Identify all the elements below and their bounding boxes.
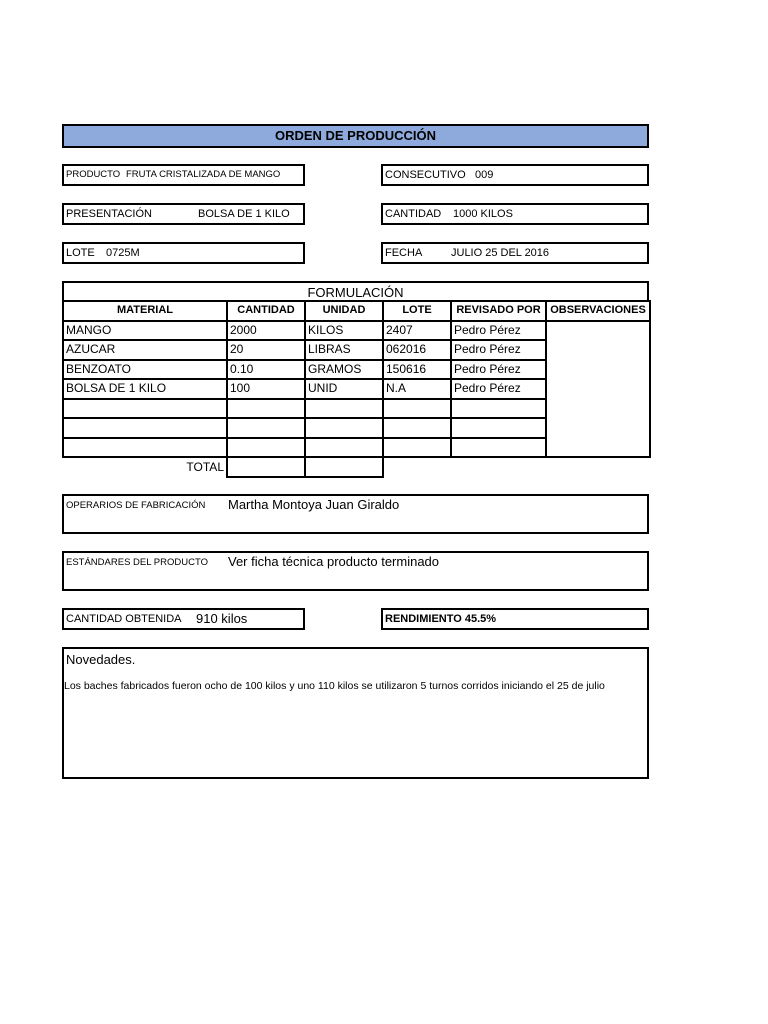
cantidad-obtenida-value: 910 kilos [196,611,248,626]
cell-material: BENZOATO [63,360,227,380]
operarios-label: OPERARIOS DE FABRICACIÓN [66,500,206,511]
novedades-label: Novedades. [66,652,136,667]
cell-revisado-por: Pedro Pérez [451,360,546,380]
cell-cantidad [227,438,305,458]
cell-cantidad: 0.10 [227,360,305,380]
cell-unidad [305,438,383,458]
fecha-field [381,242,649,264]
fecha-label: FECHA [385,247,423,259]
table-row [63,321,650,341]
formulacion-title: FORMULACIÓN [62,281,649,301]
header-unidad: UNIDAD [305,301,383,321]
lote-label: LOTE [66,247,95,259]
cell-unidad [305,399,383,419]
cell-revisado-por: Pedro Pérez [451,379,546,399]
cell-cantidad: 100 [227,379,305,399]
consecutivo-field [381,164,649,186]
header-observaciones: OBSERVACIONES [546,301,650,321]
presentacion-label: PRESENTACIÓN [66,208,152,220]
total-row [63,457,650,477]
total-label: TOTAL [186,459,224,474]
cantidad-obtenida-field [62,608,305,630]
cantidad-label: CANTIDAD [385,208,442,220]
header-material: MATERIAL [63,301,227,321]
presentacion-value: BOLSA DE 1 KILO [198,208,290,220]
cantidad-obtenida-label: CANTIDAD OBTENIDA [66,613,182,625]
consecutivo-label: CONSECUTIVO [385,169,466,181]
lote-value: 0725M [106,247,140,259]
cell-material [63,418,227,438]
total-unidad [305,457,383,477]
rendimiento-field [381,608,649,630]
cell-revisado-por: Pedro Pérez [451,340,546,360]
producto-field [62,164,305,186]
estandares-value: Ver ficha técnica producto terminado [228,554,440,569]
cell-material: MANGO [63,321,227,341]
operarios-field [62,494,649,534]
cell-lote: N.A [383,379,451,399]
cell-revisado-por: Pedro Pérez [451,321,546,341]
cell-material: BOLSA DE 1 KILO [63,379,227,399]
cell-material [63,438,227,458]
header-lote: LOTE [383,301,451,321]
producto-label: PRODUCTO [66,169,121,180]
presentacion-field [62,203,305,225]
novedades-text: Los baches fabricados fueron ocho de 100 kilos y uno 110 kilos se utilizaron 5 turnos corridos iniciando el 25 de julio [64,680,605,692]
cell-unidad [305,418,383,438]
estandares-field [62,551,649,591]
novedades-box [62,647,649,779]
rendimiento-label: RENDIMIENTO 45.5% [385,613,497,625]
cantidad-field [381,203,649,225]
cell-lote [383,418,451,438]
estandares-label: ESTÁNDARES DEL PRODUCTO [66,557,208,568]
cell-material: AZUCAR [63,340,227,360]
observaciones-cell [546,321,650,458]
cell-lote: 2407 [383,321,451,341]
cell-unidad: LIBRAS [305,340,383,360]
cell-unidad: KILOS [305,321,383,341]
producto-value: FRUTA CRISTALIZADA DE MANGO [126,169,281,180]
cell-unidad: UNID [305,379,383,399]
cell-revisado-por [451,399,546,419]
cantidad-value: 1000 KILOS [453,208,513,220]
cell-unidad: GRAMOS [305,360,383,380]
cell-material [63,399,227,419]
cell-cantidad [227,399,305,419]
cell-revisado-por [451,438,546,458]
cell-lote [383,438,451,458]
header-revisado-por: REVISADO POR [451,301,546,321]
cell-revisado-por [451,418,546,438]
table-header-row [63,301,650,321]
total-cantidad [227,457,305,477]
cell-lote [383,399,451,419]
cell-cantidad: 2000 [227,321,305,341]
cell-lote: 062016 [383,340,451,360]
cell-lote: 150616 [383,360,451,380]
header-cantidad: CANTIDAD [227,301,305,321]
cell-cantidad: 20 [227,340,305,360]
cell-cantidad [227,418,305,438]
page-title: ORDEN DE PRODUCCIÓN [62,124,649,148]
consecutivo-value: 009 [475,169,494,181]
lote-field [62,242,305,264]
fecha-value: JULIO 25 DEL 2016 [451,247,550,259]
operarios-value: Martha Montoya Juan Giraldo [228,497,400,512]
formulacion-table [62,300,651,478]
